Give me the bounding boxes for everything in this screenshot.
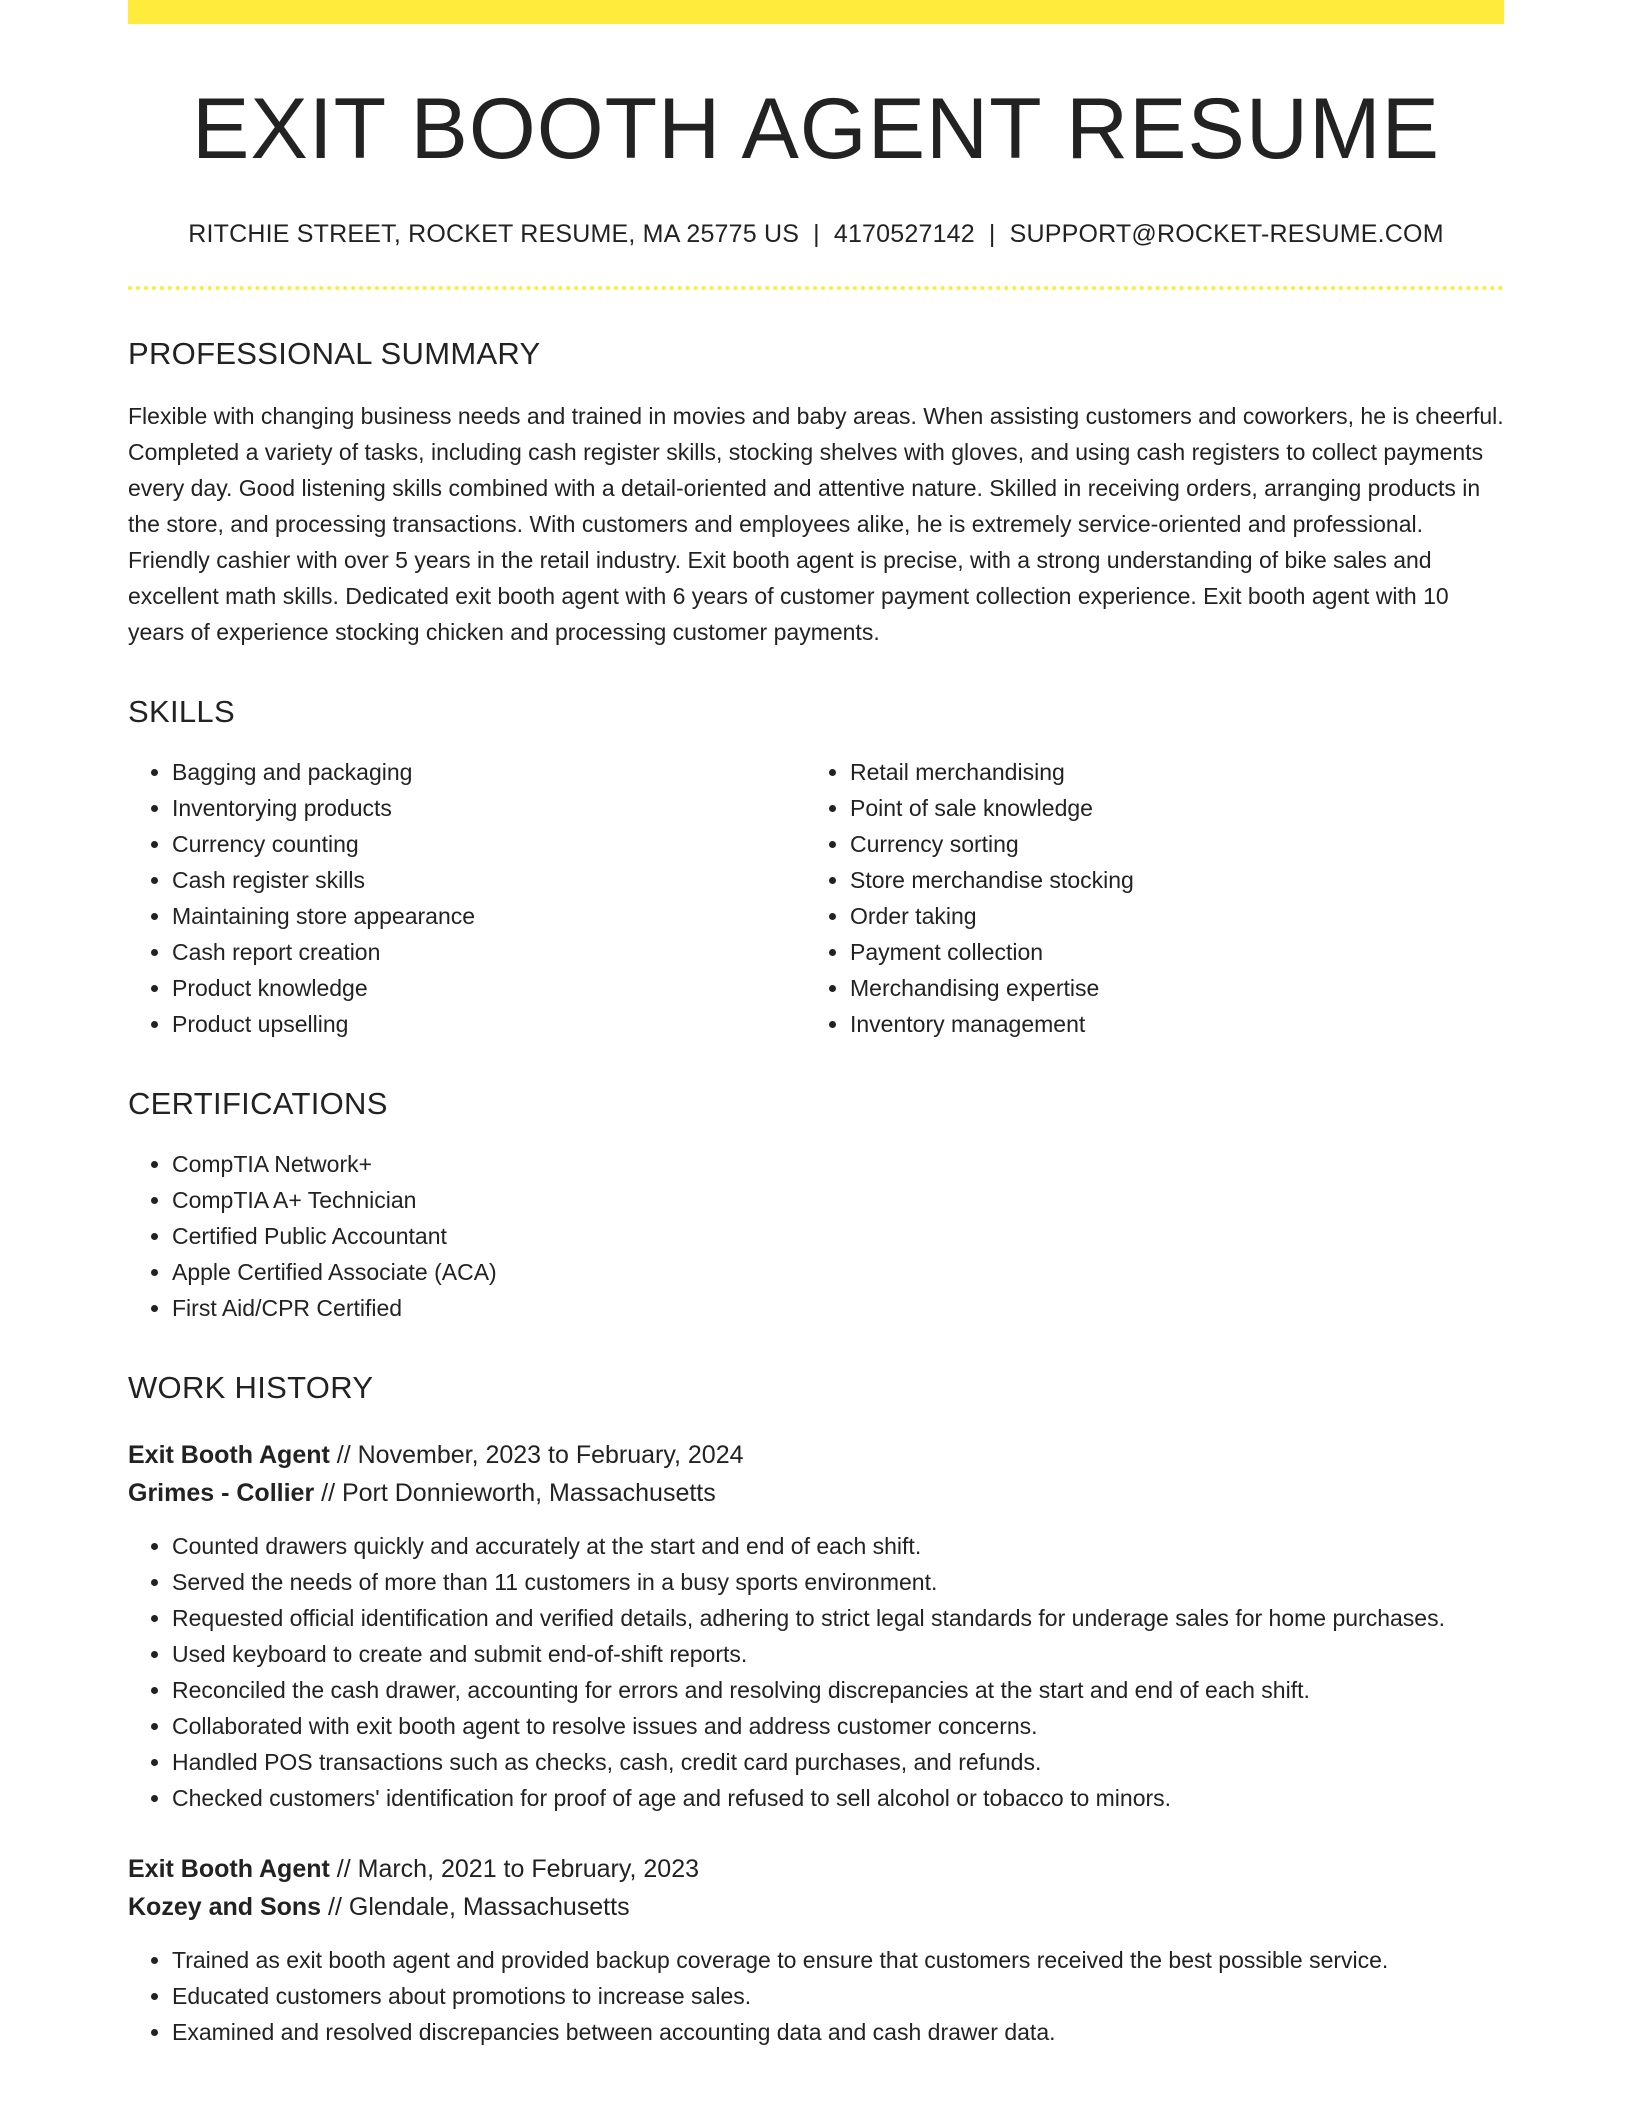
job-duty-item: • Counted drawers quickly and accurately at the start and end of each shift. [172,1528,1504,1564]
skill-item: • Maintaining store appearance [172,898,806,934]
job-duties-list [128,1942,1504,2050]
summary-text: Flexible with changing business needs and trained in movies and baby areas. When assisting customers and coworkers, he is cheerful. Completed a variety of tasks, including cash register skills, stocking shelves with gloves, and using cash registers to collect payments every day. Good listening skills combined with a detail-oriented and attentive nature. Skilled in receiving orders, arranging products in the store, and processing transactions. With customers and employees alike, he is extremely service-oriented and professional. Friendly cashier with over 5 years in the retail industry. Exit booth agent is precise, with a strong understanding of bike sales and excellent math skills. Dedicated exit booth agent with 6 years of customer payment collection experience. Exit booth agent with 10 years of experience stocking chicken and processing customer payments. [128,403,1504,646]
job-duty-item: • Used keyboard to create and submit end-of-shift reports. [172,1636,1504,1672]
certification-item: • First Aid/CPR Certified [172,1290,1504,1326]
job-company: Grimes - Collier [128,1479,315,1508]
resume-page [128,0,1504,2050]
job-company-line [128,1888,1504,1926]
skills-section [128,694,1504,1042]
certification-item: • Certified Public Accountant [172,1218,1504,1254]
work-history-section [128,1370,1504,2050]
contact-address: RITCHIE STREET, ROCKET RESUME, MA 25775 US [188,220,800,249]
job-duty-item: • Examined and resolved discrepancies between accounting data and cash drawer data. [172,2014,1504,2050]
work-history-heading: WORK HISTORY [128,1370,374,1406]
skill-item: • Payment collection [850,934,1484,970]
skills-list-right [806,754,1484,1042]
skills-list-left [128,754,806,1042]
skill-item: • Product upselling [172,1006,806,1042]
job-title: Exit Booth Agent [128,1855,330,1884]
skill-item: • Currency sorting [850,826,1484,862]
job-duty-item: • Educated customers about promotions to increase sales. [172,1978,1504,2014]
job-dates: // November, 2023 to February, 2024 [329,1441,744,1470]
contact-separator: | [988,220,996,249]
job-duty-item: • Trained as exit booth agent and provided backup coverage to ensure that customers received the best possible service. [172,1942,1504,1978]
job-dates: // March, 2021 to February, 2023 [329,1855,700,1884]
resume-title: EXIT BOOTH AGENT RESUME [192,81,1440,177]
certifications-section [128,1086,1504,1326]
job-location: // Glendale, Massachusetts [321,1893,630,1922]
summary-section [128,336,1504,650]
job-entry [128,1436,1504,1816]
job-location: // Port Donnieworth, Massachusetts [314,1479,716,1508]
skills-heading: SKILLS [128,694,235,730]
skill-item: • Order taking [850,898,1484,934]
skills-grid [128,754,1504,1042]
job-duty-item: • Checked customers' identification for proof of age and refused to sell alcohol or tobacco to minors. [172,1780,1504,1816]
job-company-line [128,1474,1504,1512]
contact-separator: | [813,220,820,249]
summary-heading: PROFESSIONAL SUMMARY [128,336,541,372]
certifications-list [128,1146,1504,1326]
job-duty-item: • Handled POS transactions such as checks, cash, credit card purchases, and refunds. [172,1744,1504,1780]
job-duty-item: • Requested official identification and verified details, adhering to strict legal standards for underage sales for home purchases. [172,1600,1504,1636]
job-entry [128,1850,1504,2050]
job-duty-item: • Reconciled the cash drawer, accounting for errors and resolving discrepancies at the start and end of each shift. [172,1672,1504,1708]
skill-item: • Cash register skills [172,862,806,898]
job-duty-item: • Served the needs of more than 11 customers in a busy sports environment. [172,1564,1504,1600]
skill-item: • Bagging and packaging [172,754,806,790]
job-title: Exit Booth Agent [128,1441,330,1470]
certification-item: • Apple Certified Associate (ACA) [172,1254,1504,1290]
skill-item: • Cash report creation [172,934,806,970]
skill-item: • Store merchandise stocking [850,862,1484,898]
job-duties-list [128,1528,1504,1816]
dotted-divider [128,286,1504,290]
job-duty-item: • Collaborated with exit booth agent to resolve issues and address customer concerns. [172,1708,1504,1744]
contact-phone: 4170527142 [833,220,975,249]
skill-item: • Currency counting [172,826,806,862]
skill-item: • Inventorying products [172,790,806,826]
contact-line [128,220,1504,249]
certifications-heading: CERTIFICATIONS [128,1086,388,1122]
job-title-line [128,1850,1504,1888]
skill-item: • Product knowledge [172,970,806,1006]
contact-email: SUPPORT@ROCKET-RESUME.COM [1009,220,1444,249]
job-title-line [128,1436,1504,1474]
certification-item: • CompTIA Network+ [172,1146,1504,1182]
top-accent-bar [128,0,1504,24]
skill-item: • Merchandising expertise [850,970,1484,1006]
skill-item: • Inventory management [850,1006,1484,1042]
job-company: Kozey and Sons [128,1893,322,1922]
skill-item: • Point of sale knowledge [850,790,1484,826]
certification-item: • CompTIA A+ Technician [172,1182,1504,1218]
skill-item: • Retail merchandising [850,754,1484,790]
